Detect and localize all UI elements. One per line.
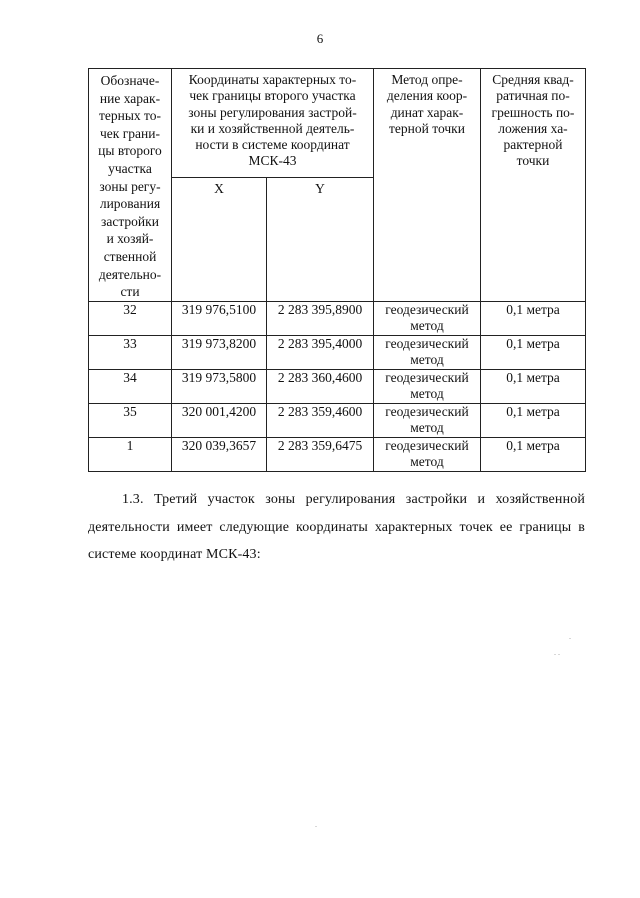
header-error: Средняя квад- ратичная по- грешность по- ложения ха- рактерной точки	[481, 69, 586, 302]
table-row	[89, 301, 586, 335]
point-number: 1	[89, 437, 172, 471]
coordinate-x: 319 973,5800	[172, 369, 267, 403]
table-row	[89, 403, 586, 437]
header-coordinates: Координаты характерных то- чек границы второго участка зоны регулирования застрой- ки и хозяйственной деятель- ности в системе координат МСК-43	[172, 69, 374, 178]
header-method: Метод опре- деления коор- динат харак- терной точки	[374, 69, 481, 302]
point-number: 33	[89, 335, 172, 369]
table-row	[89, 437, 586, 471]
method-cell: геодезический метод	[374, 335, 481, 369]
coordinate-y: 2 283 360,4600	[267, 369, 374, 403]
body-paragraph	[88, 486, 585, 569]
header-x: X	[172, 177, 267, 301]
scan-artifact: .	[315, 820, 317, 829]
error-cell: 0,1 метра	[481, 437, 586, 471]
table-row	[89, 369, 586, 403]
scan-artifact: . .	[554, 648, 560, 657]
table-row	[89, 335, 586, 369]
method-cell: геодезический метод	[374, 369, 481, 403]
coordinate-x: 319 973,8200	[172, 335, 267, 369]
coordinate-y: 2 283 395,8900	[267, 301, 374, 335]
error-cell: 0,1 метра	[481, 335, 586, 369]
point-number: 32	[89, 301, 172, 335]
method-cell: геодезический метод	[374, 437, 481, 471]
coordinate-y: 2 283 359,4600	[267, 403, 374, 437]
method-cell: геодезический метод	[374, 301, 481, 335]
point-number: 34	[89, 369, 172, 403]
error-cell: 0,1 метра	[481, 301, 586, 335]
page-number: 6	[316, 31, 324, 46]
method-cell: геодезический метод	[374, 403, 481, 437]
header-designation: Обозначе- ние харак- терных то- чек грани- цы второго участка зоны регу- лирования застройки и хозяй- ственной деятельно- сти	[89, 69, 172, 302]
coordinates-table	[88, 68, 586, 472]
header-y: Y	[267, 177, 374, 301]
error-cell: 0,1 метра	[481, 403, 586, 437]
coordinate-y: 2 283 395,4000	[267, 335, 374, 369]
coordinate-x: 320 001,4200	[172, 403, 267, 437]
coordinate-x: 319 976,5100	[172, 301, 267, 335]
coordinate-x: 320 039,3657	[172, 437, 267, 471]
coordinate-y: 2 283 359,6475	[267, 437, 374, 471]
error-cell: 0,1 метра	[481, 369, 586, 403]
scan-artifact: .	[569, 632, 571, 641]
point-number: 35	[89, 403, 172, 437]
paragraph-text: 1.3. Третий участок зоны регулирования застройки и хозяйственной деятельности имеет следующие координаты характерных точек ее границы в системе координат МСК-43:	[88, 492, 585, 562]
